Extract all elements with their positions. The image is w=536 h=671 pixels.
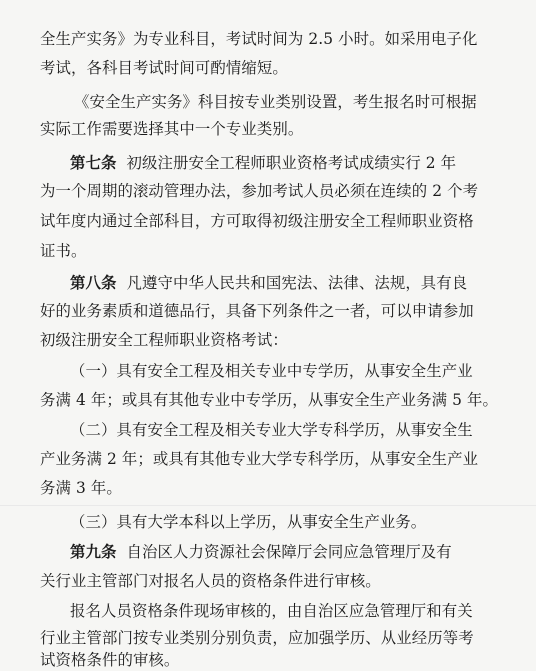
article-text: 自治区人力资源社会保障厅会同应急管理厅及有 [126, 543, 452, 561]
article-heading: 第九条 [70, 543, 117, 561]
paragraph-line: 产业务满 2 年；或具有其他专业大学专科学历，从事安全生产业 [40, 450, 479, 468]
paragraph-line: 试资格条件的审核。 [40, 651, 180, 669]
paragraph-line: 《安全生产实务》科目按专业类别设置，考生报名时可根据 [74, 93, 477, 111]
paragraph-line: 报名人员资格条件现场审核的，由自治区应急管理厅和有关 [70, 602, 473, 620]
article-heading: 第七条 [70, 154, 117, 172]
article-heading: 第八条 [70, 274, 117, 292]
paragraph-line: 为一个周期的滚动管理办法，参加考试人员必须在连续的 2 个考 [40, 182, 479, 200]
paragraph-line: 行业主管部门按专业类别分别负责，应加强学历、从业经历等考 [40, 629, 474, 647]
paragraph-line: 初级注册安全工程师职业资格考试： [40, 331, 288, 349]
article-7-line [70, 152, 456, 174]
list-item-line: （二）具有安全工程及相关专业大学专科学历，从事安全生 [70, 421, 473, 439]
paragraph-line: 好的业务素质和道德品行，具备下列条件之一者，可以申请参加 [40, 302, 474, 320]
page-fold [0, 505, 536, 506]
list-item-line: （一）具有安全工程及相关专业中专学历，从事安全生产业 [70, 362, 473, 380]
list-item-line: （三）具有大学本科以上学历，从事安全生产业务。 [70, 513, 427, 531]
paragraph-line: 关行业主管部门对报名人员的资格条件进行审核。 [40, 572, 381, 590]
paragraph-line: 实际工作需要选择其中一个专业类别。 [40, 120, 304, 138]
article-8-line [70, 272, 467, 294]
paragraph-line: 全生产实务》为专业科目，考试时间为 2.5 小时。如采用电子化 [40, 30, 478, 48]
article-text: 初级注册安全工程师职业资格考试成绩实行 2 年 [126, 154, 457, 172]
paragraph-line: 考试，各科目考试时间可酌情缩短。 [40, 59, 288, 77]
paragraph-line: 务满 3 年。 [40, 479, 122, 497]
paragraph-line: 务满 4 年；或具有其他专业中专学历，从事安全生产业务满 5 年。 [40, 391, 498, 409]
article-text: 凡遵守中华人民共和国宪法、法律、法规，具有良 [126, 274, 468, 292]
paragraph-line: 试年度内通过全部科目，方可取得初级注册安全工程师职业资格 [40, 212, 474, 230]
article-9-line [70, 541, 452, 563]
paragraph-line: 证书。 [40, 242, 87, 260]
